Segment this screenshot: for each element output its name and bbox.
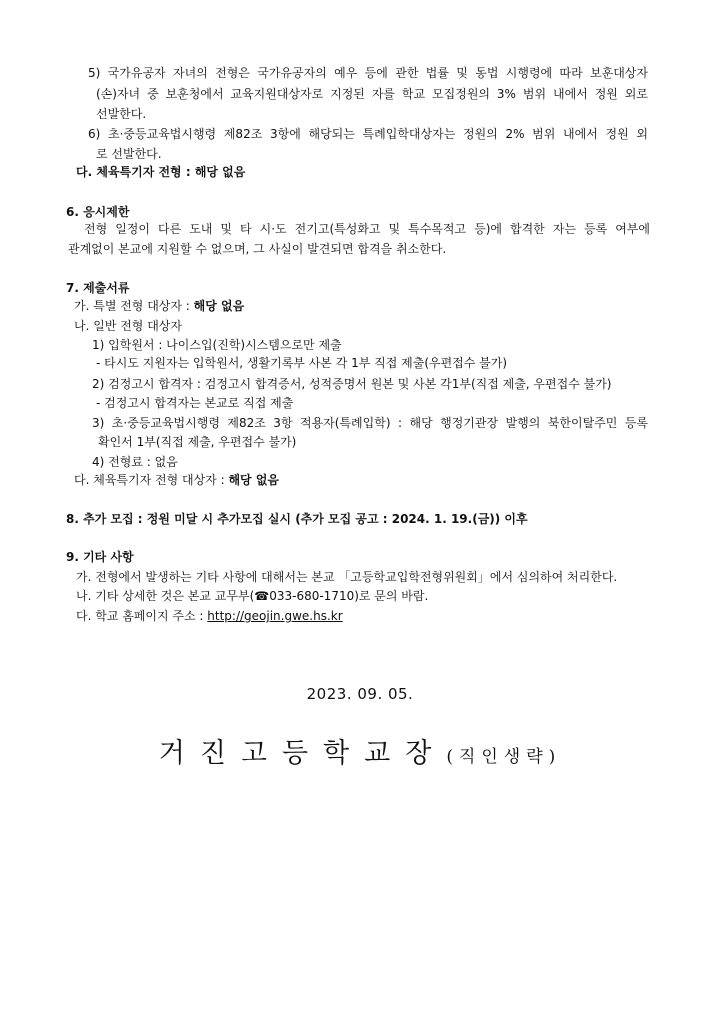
section-9-heading: 9. 기타 사항 (66, 550, 134, 564)
item-5-line-3: 선발한다. (96, 107, 147, 121)
docs-item-3-line-2: 확인서 1부(직접 제출, 우편접수 불가) (98, 435, 297, 449)
item-5-line-1: 5) 국가유공자 자녀의 전형은 국가유공자의 예우 등에 관한 법률 및 동법 시행령에 따라 보훈대상자 (88, 66, 648, 80)
signature-block (0, 731, 720, 770)
document-date: 2023. 09. 05. (306, 685, 414, 703)
sports-specialist-label: 다. 체육특기자 전형 : (76, 165, 195, 179)
section-9-item-ga: 가. 전형에서 발생하는 기타 사항에 대해서는 본교 「고등학교입학전형위원회」에서 심의하여 처리한다. (76, 570, 618, 584)
section-7-heading: 7. 제출서류 (66, 281, 130, 295)
docs-item-4: 4) 전형료 : 없음 (92, 455, 178, 469)
section-9-item-da (76, 609, 343, 624)
homepage-link[interactable]: http://geojin.gwe.hs.kr (207, 609, 343, 623)
section-6-body-line-2: 관계없이 본교에 지원할 수 없으며, 그 사실이 발견되면 합격을 취소한다. (68, 242, 447, 256)
section-8-additional-recruitment: 8. 추가 모집 : 정원 미달 시 추가모집 실시 (추가 모집 공고 : 2024. 1. 19.(금)) 이후 (66, 512, 528, 526)
item-5-line-2: (손)자녀 중 보훈청에서 교육지원대상자로 지정된 자를 학교 모집정원의 3% 범위 내에서 정원 외로 (96, 87, 648, 101)
sports-specialist-value: 해당 없음 (194, 165, 246, 179)
section-9-item-na: 나. 기타 상세한 것은 본교 교무부(☎033-680-1710)로 문의 바람. (76, 589, 429, 603)
sports-specialist-admission (76, 165, 245, 180)
docs-item-3-line-1: 3) 초·중등교육법시행령 제82조 3항 적용자(특례입학) : 해당 행정기관장 발행의 북한이탈주민 등록 (92, 416, 648, 430)
sports-specialist-docs-label: 다. 체육특기자 전형 대상자 : (74, 473, 229, 487)
general-admission-label: 나. 일반 전형 대상자 (74, 319, 182, 333)
section-6-body-line-1: 전형 일정이 다른 도내 및 타 시·도 전기고(특성화고 및 특수목적고 등)에 합격한 자는 등록 여부에 (84, 222, 650, 236)
sports-specialist-docs (74, 473, 279, 488)
docs-item-2: 2) 검정고시 합격자 : 검정고시 합격증서, 성적증명서 원본 및 사본 각1부(직접 제출, 우편접수 불가) (92, 377, 612, 391)
docs-item-1-note: - 타시도 지원자는 입학원서, 생활기록부 사본 각 1부 직접 제출(우편접수 불가) (96, 356, 508, 370)
seal-omitted-note: (직인생략) (446, 747, 562, 767)
principal-signature: 거진고등학교장 (158, 738, 447, 769)
sports-specialist-docs-value: 해당 없음 (228, 473, 279, 487)
item-6-line-1: 6) 초·중등교육법시행령 제82조 3항에 해당되는 특례입학대상자는 정원의 2% 범위 내에서 정원 외 (88, 127, 648, 141)
item-6-line-2: 로 선발한다. (96, 147, 162, 161)
special-admission-docs (74, 299, 244, 314)
docs-item-1: 1) 입학원서 : 나이스입(진학)시스템으로만 제출 (92, 338, 342, 352)
section-6-heading: 6. 응시제한 (66, 205, 130, 219)
docs-item-2-note: - 검정고시 합격자는 본교로 직접 제출 (96, 396, 294, 410)
special-admission-value: 해당 없음 (193, 299, 245, 313)
homepage-label: 다. 학교 홈페이지 주소 : (76, 609, 208, 623)
special-admission-label: 가. 특별 전형 대상자 : (74, 299, 194, 313)
